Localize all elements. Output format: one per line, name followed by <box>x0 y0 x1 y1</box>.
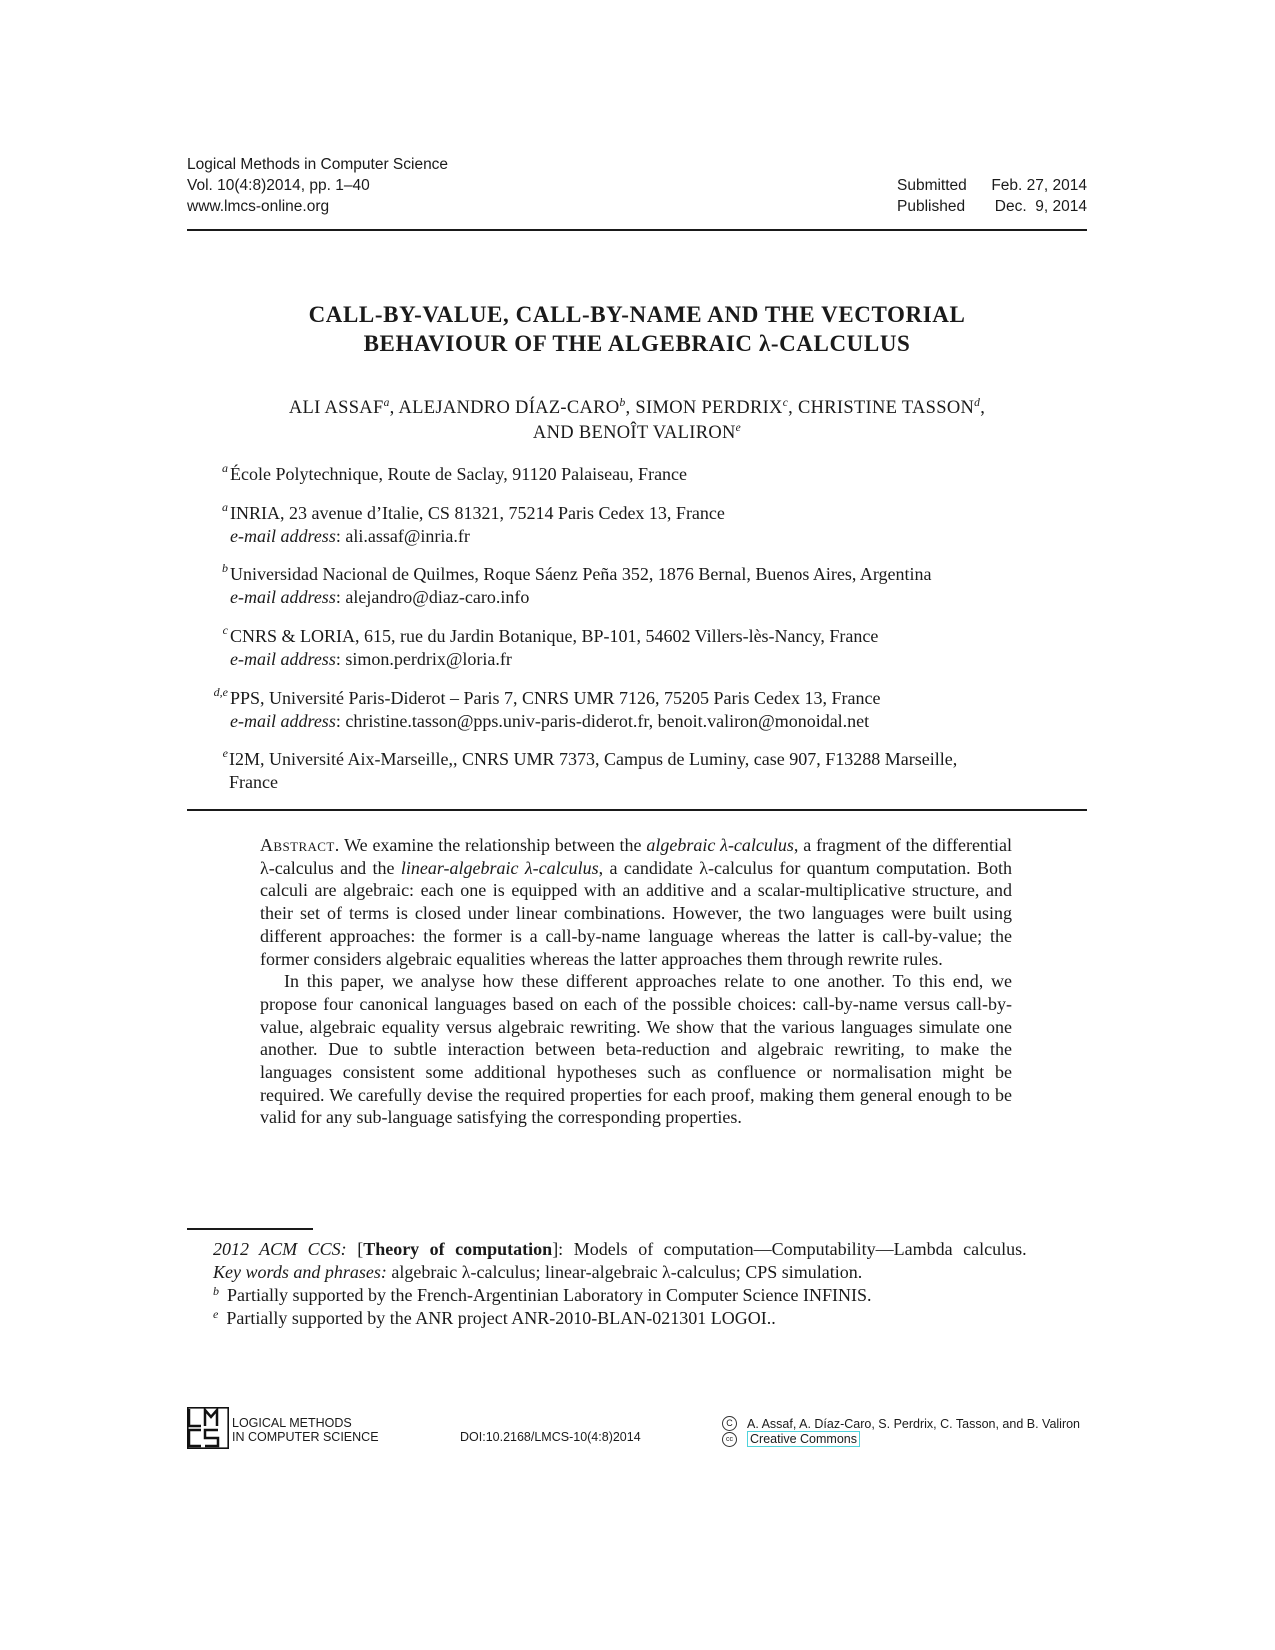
affiliation-text: Universidad Nacional de Quilmes, Roque Sáenz Peña 352, 1876 Bernal, Buenos Aires, Argentina <box>230 564 932 584</box>
abstract-emphasis: linear-algebraic λ-calculus <box>400 857 599 878</box>
affiliation-mark: e <box>222 746 228 760</box>
email-label: e-mail address <box>230 526 336 546</box>
abstract-emphasis: algebraic λ-calculus <box>646 835 794 855</box>
title-line-2: BEHAVIOUR OF THE ALGEBRAIC λ-CALCULUS <box>363 331 911 356</box>
affiliation-mark: d,e <box>213 685 228 699</box>
submitted-label: Submitted <box>897 177 967 194</box>
footnote-text: Partially supported by the ANR project ANR-2010-BLAN-021301 LOGOI.. <box>226 1308 776 1328</box>
affiliation-text: PPS, Université Paris-Diderot – Paris 7, CNRS UMR 7126, 75205 Paris Cedex 13, France <box>230 688 881 708</box>
affiliation-text-cont: France <box>229 772 278 792</box>
submitted-date: Feb. 27, 2014 <box>991 177 1087 194</box>
author-mark: e <box>735 422 742 434</box>
email-address[interactable]: alejandro@diaz-caro.info <box>345 587 530 607</box>
author-mark: c <box>782 397 789 409</box>
header-rule <box>187 229 1087 231</box>
ccs-rest: Models of computation—Computability—Lambda calculus. <box>573 1239 1027 1259</box>
footnote-b <box>213 1284 1087 1307</box>
author-name: ALEJANDRO DÍAZ-CARO <box>398 398 620 418</box>
author-mark: d <box>974 397 981 409</box>
affiliation <box>204 463 1104 486</box>
acm-ccs <box>187 1238 1087 1261</box>
affiliation-mark: a <box>222 500 228 514</box>
affiliation: c CNRS & LORIA, 615, rue du Jardin Botanique, BP-101, 54602 Villers-lès-Nancy, France e-mail address: simon.perdrix@loria.fr <box>204 625 1104 671</box>
abstract <box>260 834 1012 1129</box>
title-line-1: CALL-BY-VALUE, CALL-BY-NAME AND THE VECTORIAL <box>308 302 966 327</box>
journal-volume: Vol. 10(4:8)2014, pp. 1–40 <box>187 177 370 194</box>
author-name: AND BENOÎT VALIRON <box>532 423 736 443</box>
creative-commons-icon: cc <box>722 1432 737 1447</box>
journal-website: www.lmcs-online.org <box>187 198 330 215</box>
lmcs-logo-icon <box>187 1407 229 1449</box>
keywords <box>213 1261 1087 1284</box>
affiliation: a INRIA, 23 avenue d’Italie, CS 81321, 75214 Paris Cedex 13, France e-mail address: ali.assaf@inria.fr <box>204 502 1104 548</box>
published-label: Published <box>897 198 966 215</box>
abstract-paragraph-1 <box>260 834 1012 970</box>
journal-logo-text <box>232 1416 379 1444</box>
affiliation-rule <box>187 809 1087 811</box>
copyright-holders: A. Assaf, A. Díaz-Caro, S. Perdrix, C. Tasson, and B. Valiron <box>747 1416 1081 1431</box>
author-mark: b <box>619 397 626 409</box>
email-address[interactable]: christine.tasson@pps.univ-paris-diderot.fr, benoit.valiron@monoidal.net <box>345 711 870 731</box>
author-list: ALI ASSAF$^a$, ALEJANDRO DÍAZ-CARO$^b$, SIMON PERDRIX$^c$, CHRISTINE TASSON$^d$, AND BENOÎT VALIRON$^e$ <box>288 397 986 443</box>
affiliation: b Universidad Nacional de Quilmes, Roque Sáenz Peña 352, 1876 Bernal, Buenos Aires, Argentina e-mail address: alejandro@diaz-caro.info <box>204 563 1104 609</box>
abstract-text: We examine the relationship between the <box>344 835 647 855</box>
affiliation-text: I2M, Université Aix-Marseille,, CNRS UMR 7373, Campus de Luminy, case 907, F13288 Marseille, <box>229 749 958 769</box>
abstract-paragraph-2: In this paper, we analyse how these different approaches relate to one another. To this end, we propose four canonical languages based on each of the possible choices: call-by-name versus call-by-value, algebraic equality versus algebraic rewriting. We show that the various languages simulate one another. Due to subtle interaction between beta-reduction and algebraic rewriting, to make the languages consistent some additional hypotheses such as confluence or normalisation might be required. We carefully devise the required properties for each proof, making them general enough to be valid for any sub-language satisfying the corresponding properties. <box>260 971 1012 1128</box>
affiliation-text: CNRS & LORIA, 615, rue du Jardin Botanique, BP-101, 54602 Villers-lès-Nancy, France <box>230 626 879 646</box>
email-label: e-mail address <box>230 587 336 607</box>
author-name: CHRISTINE TASSON <box>797 398 975 418</box>
ccs-category: Theory of computation <box>363 1239 553 1259</box>
journal-header <box>187 154 448 217</box>
footnote-mark: b <box>213 1284 219 1298</box>
email-address[interactable]: simon.perdrix@loria.fr <box>345 649 512 669</box>
paper-title <box>187 300 1087 358</box>
abstract-text: , a fragment of the differential λ-calculus and the <box>260 835 1012 878</box>
author-name: SIMON PERDRIX <box>635 398 783 418</box>
footnote-rule <box>187 1228 313 1230</box>
affiliation-text: École Polytechnique, Route de Saclay, 91120 Palaiseau, France <box>230 464 688 484</box>
logo-line-2: IN COMPUTER SCIENCE <box>232 1430 379 1444</box>
ccs-label: 2012 ACM CCS: <box>213 1239 347 1259</box>
affiliation-mark: a <box>222 461 228 475</box>
publication-dates <box>897 175 1087 217</box>
author-mark: a <box>383 397 390 409</box>
ccs-bracket: ]: <box>552 1239 564 1259</box>
abstract-text: , a candidate λ-calculus for quantum computation. Both calculi are algebraic: each one is equipped with an additive and a scalar-multiplicative structure, and their set of terms is closed under linear combinations. However, the two languages were built using different approaches: the former is a call-by-name language whereas the latter is call-by-value; the former considers algebraic equalities whereas the latter approaches them through rewrite rules. <box>260 857 1012 969</box>
ccs-bracket: [ <box>357 1239 364 1259</box>
journal-name: Logical Methods in Computer Science <box>187 156 449 173</box>
doi: DOI:10.2168/LMCS-10(4:8)2014 <box>460 1430 641 1444</box>
affiliation <box>204 748 1104 794</box>
logo-line-1: LOGICAL METHODS <box>232 1416 352 1430</box>
copyright-icon: C <box>722 1416 737 1431</box>
email-label: e-mail address <box>230 711 336 731</box>
affiliation-mark: b <box>222 561 228 575</box>
affiliation: d,e PPS, Université Paris-Diderot – Paris 7, CNRS UMR 7126, 75205 Paris Cedex 13, France e-mail address: christine.tasson@pps.univ-paris-diderot.fr, benoit.valiron@monoidal.net <box>204 687 1104 733</box>
creative-commons-link[interactable]: Creative Commons <box>747 1431 860 1447</box>
email-address[interactable]: ali.assaf@inria.fr <box>345 526 470 546</box>
footnote-e <box>213 1307 1087 1330</box>
published-date: Dec. 9, 2014 <box>994 198 1087 215</box>
footnotes <box>187 1238 1087 1330</box>
email-label: e-mail address <box>230 649 336 669</box>
copyright-block <box>722 1416 1080 1447</box>
affiliation-mark: c <box>222 623 228 637</box>
footnote-text: Partially supported by the French-Argentinian Laboratory in Computer Science INFINIS. <box>227 1285 872 1305</box>
keywords-label: Key words and phrases: <box>213 1262 387 1282</box>
footnote-mark: e <box>213 1307 219 1321</box>
keywords-text: algebraic λ-calculus; linear-algebraic λ-calculus; CPS simulation. <box>391 1262 863 1282</box>
abstract-label: Abstract. <box>260 835 340 855</box>
affiliation-text: INRIA, 23 avenue d’Italie, CS 81321, 75214 Paris Cedex 13, France <box>230 503 725 523</box>
author-name: ALI ASSAF <box>288 398 384 418</box>
